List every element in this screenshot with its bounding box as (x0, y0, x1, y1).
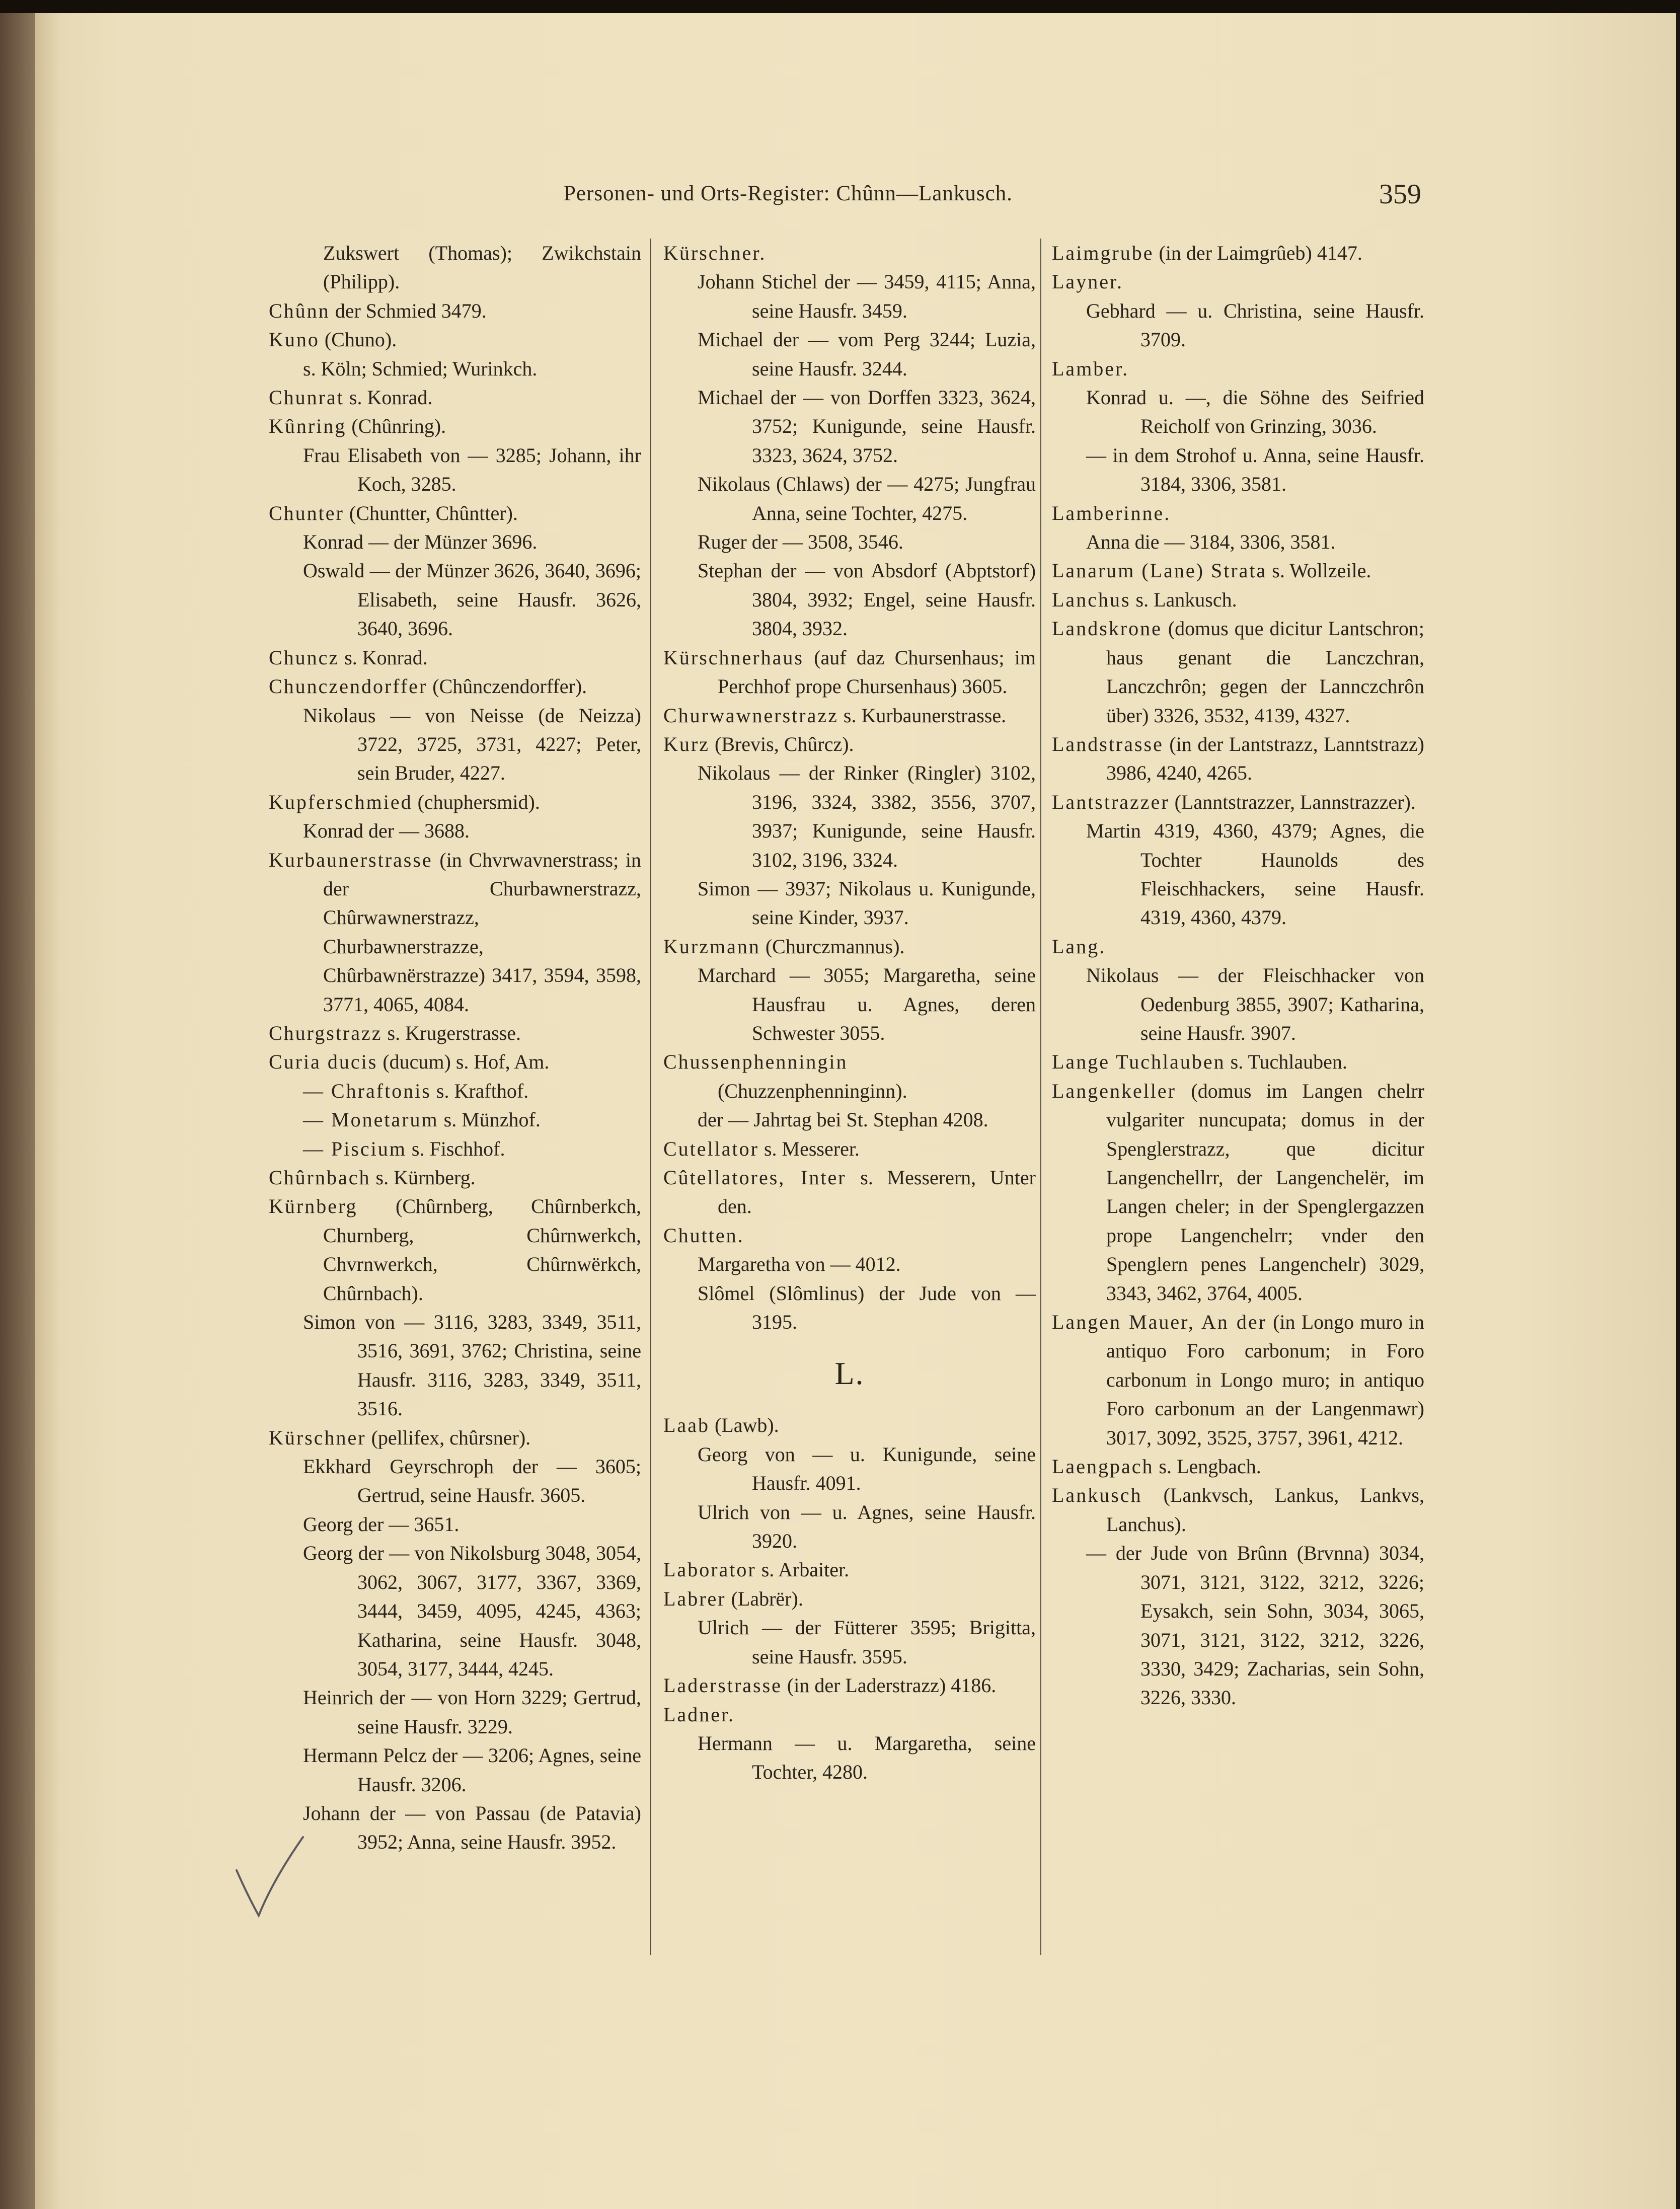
index-subentry (1052, 441, 1424, 499)
index-subentry (269, 1741, 641, 1799)
index-entry-text: s. Lankusch. (1130, 588, 1237, 611)
index-subentry (269, 1452, 641, 1510)
index-entry-text: Konrad u. —, die Söhne des Seifried Reicholf von Grinzing, 3036. (1086, 386, 1424, 438)
index-entry-text: Ulrich — der Fütterer 3595; Brigitta, seine Hausfr. 3595. (698, 1616, 1036, 1668)
index-headword: Curia ducis (269, 1050, 378, 1074)
index-entry (663, 239, 1036, 267)
index-entry-text: (Labrër). (726, 1587, 803, 1610)
index-entry (663, 701, 1036, 730)
index-subentry (269, 1683, 641, 1741)
index-subentry (1052, 383, 1424, 441)
column-3 (1052, 239, 1424, 1712)
index-entry (663, 1221, 1036, 1250)
index-entry-text: Hermann — u. Margaretha, seine Tochter, 4280. (698, 1731, 1036, 1784)
index-entry-text: Martin 4319, 4360, 4379; Agnes, die Tochter Haunolds des Fleischhackers, seine Hausfr. 4319, 4360, 4379. (1086, 819, 1424, 929)
index-subentry (269, 701, 641, 788)
index-headword: Landstrasse (1052, 732, 1164, 755)
index-subentry (663, 1105, 1036, 1134)
running-header (35, 170, 1676, 215)
index-entry-text: Michael der — von Dorffen 3323, 3624, 3752; Kunigunde, seine Hausfr. 3323, 3624, 3752. (698, 386, 1036, 467)
index-headword: Chunter (269, 501, 344, 524)
scan-top-border (0, 0, 1680, 13)
index-entry (1052, 354, 1424, 383)
index-entry-text: s. Kurbaunerstrasse. (838, 704, 1007, 727)
index-entry (269, 383, 641, 412)
index-headword: Chuncz (269, 646, 340, 669)
index-subentry (269, 1799, 641, 1857)
index-entry-text: (in Longo muro in antiquo Foro carbonum; in Foro carbonum in Longo muro; in antiquo Foro carbonum an der Langenmawr) 3017, 3092, 3525, 3757, 3961, 4212. (1106, 1311, 1424, 1449)
index-subentry (1052, 816, 1424, 932)
index-headword: Kürschner. (663, 242, 767, 264)
index-subentry (663, 1250, 1036, 1278)
index-entry (269, 412, 641, 440)
index-entry-text: s. Krugerstrasse. (382, 1021, 521, 1044)
index-entry-text: Georg der — von Nikolsburg 3048, 3054, 3062, 3067, 3177, 3367, 3369, 3444, 3459, 4095, 4245, 4363; Katharina, seine Hausfr. 3048, 3054, 3177, 3444, 4245. (303, 1542, 641, 1680)
index-headword: Lang. (1052, 935, 1106, 958)
index-entry-text: s. Fischhof. (406, 1137, 505, 1160)
index-headword: Laengpach (1052, 1455, 1154, 1478)
index-entry-text: Slômel (Slômlinus) der Jude von — 3195. (698, 1281, 1036, 1334)
index-headword: Lange Tuchlauben (1052, 1050, 1226, 1074)
index-entry-text: (Lankvsch, Lankus, Lankvs, Lanchus). (1106, 1484, 1424, 1536)
index-headword: Kürschner (269, 1426, 366, 1449)
index-subentry (269, 354, 641, 383)
index-entry-text: s. Messerer. (758, 1137, 860, 1160)
index-entry-text: der Schmied 3479. (330, 299, 487, 322)
index-headword: Lamberinne. (1052, 501, 1171, 524)
index-entry (1052, 1077, 1424, 1308)
page-number: 359 (1379, 179, 1421, 210)
index-entry (663, 1584, 1036, 1613)
index-entry (269, 1047, 641, 1076)
index-entry-text: (Chûnczendorffer). (427, 675, 587, 698)
running-title: Personen- und Orts-Register: Chûnn—Lankusch. (564, 182, 1013, 205)
index-entry-text: — der Jude von Brûnn (Brvnna) 3034, 3071, 3121, 3122, 3212, 3226; Eysakch, sein Sohn, 3034, 3065, 3071, 3121, 3122, 3212, 3226, 3330, 3429; Zacharias, sein Sohn, 3226, 3330. (1086, 1542, 1424, 1709)
index-headword: Langenkeller (1052, 1079, 1176, 1102)
index-headword: Laderstrasse (663, 1674, 782, 1697)
index-entry-text: Stephan der — von Absdorf (Abptstorf) 3804, 3932; Engel, seine Hausfr. 3804, 3932. (698, 559, 1036, 640)
index-entry-text: s. Kürnberg. (370, 1166, 476, 1189)
index-entry-text: Konrad — der Münzer 3696. (303, 530, 538, 554)
index-entry-text: Heinrich der — von Horn 3229; Gertrud, seine Hausfr. 3229. (303, 1686, 641, 1738)
index-entry (663, 932, 1036, 961)
index-subentry (663, 556, 1036, 643)
index-headword: Lantstrazzer (1052, 790, 1170, 813)
index-entry-text: Ulrich von — u. Agnes, seine Hausfr. 3920. (698, 1500, 1036, 1553)
index-entry (1052, 788, 1424, 816)
index-entry-text: (in der Laimgrûeb) 4147. (1154, 242, 1362, 264)
index-subentry (269, 1077, 641, 1105)
index-subentry (663, 1498, 1036, 1556)
index-subentry (663, 470, 1036, 527)
index-entry-text: (Chuno). (319, 328, 397, 351)
index-entry-text: Nikolaus — der Fleischhacker von Oedenburg 3855, 3907; Katharina, seine Hausfr. 3907. (1086, 964, 1424, 1044)
index-entry-text: s. Köln; Schmied; Wurinkch. (303, 357, 538, 380)
index-subentry (663, 1729, 1036, 1787)
index-entry (269, 1192, 641, 1308)
index-headword: Kürschnerhaus (663, 646, 804, 669)
index-headword: Churgstrazz (269, 1021, 383, 1044)
index-headword: Kurzmann (663, 935, 760, 958)
index-subentry (1052, 1539, 1424, 1712)
index-entry-text: (in der Lantstrazz, Lanntstrazz) 3986, 4240, 4265. (1106, 732, 1424, 785)
index-entry-text: Hermann Pelcz der — 3206; Agnes, seine Hausfr. 3206. (303, 1744, 641, 1796)
index-entry-text: (Churczmannus). (760, 935, 905, 958)
pencil-check-mark (233, 1835, 308, 1921)
index-headword: — Monetarum (303, 1108, 439, 1131)
column-2 (663, 239, 1036, 1787)
index-entry (269, 672, 641, 701)
index-subentry (269, 527, 641, 556)
index-entry-text: Anna die — 3184, 3306, 3581. (1086, 530, 1336, 554)
index-entry-text: Konrad der — 3688. (303, 819, 470, 843)
index-entry (269, 499, 641, 527)
index-headword: Kupferschmied (269, 790, 413, 813)
index-entry (269, 643, 641, 672)
index-entry (1052, 1047, 1424, 1076)
index-entry-text: Gebhard — u. Christina, seine Hausfr. 3709. (1086, 299, 1424, 351)
index-headword: Lanchus (1052, 588, 1131, 611)
index-subentry (663, 961, 1036, 1047)
index-subentry (269, 239, 641, 296)
index-entry-text: s. Münzhof. (438, 1108, 541, 1131)
index-subentry (269, 441, 641, 499)
index-headword: Cutellator (663, 1137, 759, 1160)
index-subentry (663, 325, 1036, 383)
index-headword: — Chraftonis (303, 1079, 431, 1102)
index-headword: — Piscium (303, 1137, 407, 1160)
index-entry (663, 1411, 1036, 1439)
index-entry-text: Zukswert (Thomas); Zwikchstain (Philipp). (323, 242, 641, 293)
index-subentry (663, 1279, 1036, 1337)
index-subentry (269, 556, 641, 643)
index-entry-text: (in Chvrwavnerstrass; in der Churbawnerstrazz, Chûrwawnerstrazz, Churbawnerstrazze, Chûrbawnërstrazze) 3417, 3594, 3598, 3771, 4065, 4084. (323, 848, 641, 1016)
index-entry-text: Nikolaus (Chlaws) der — 4275; Jungfrau Anna, seine Tochter, 4275. (698, 473, 1036, 524)
index-entry (1052, 556, 1424, 585)
index-subentry (269, 1539, 641, 1683)
index-entry (663, 1671, 1036, 1700)
index-entry-text: Marchard — 3055; Margaretha, seine Hausfrau u. Agnes, deren Schwester 3055. (698, 964, 1036, 1044)
index-entry (269, 1163, 641, 1192)
index-subentry (269, 1105, 641, 1134)
index-headword: Chunczendorffer (269, 675, 428, 698)
index-entry-text: (domus que dicitur Lantschron; haus genant die Lanczchran, Lanczchrôn; gegen der Lannczchrôn über) 3326, 3532, 4139, 4327. (1106, 617, 1424, 727)
index-entry (1052, 932, 1424, 961)
index-entry (663, 643, 1036, 701)
index-subentry (1052, 296, 1424, 354)
index-subentry (663, 267, 1036, 325)
index-entry-text: Johann der — von Passau (de Patavia) 3952; Anna, seine Hausfr. 3952. (303, 1801, 641, 1854)
index-subentry (663, 383, 1036, 470)
index-entry-text: (Chuzzenphenninginn). (718, 1079, 907, 1102)
index-entry (269, 846, 641, 1019)
index-subentry (663, 758, 1036, 874)
index-headword: Kürnberg (269, 1195, 358, 1218)
index-subentry (269, 1308, 641, 1423)
index-subentry (269, 816, 641, 845)
index-entry (663, 1555, 1036, 1584)
index-entry-text: Georg der — 3651. (303, 1512, 460, 1536)
index-entry-text: (in der Laderstrazz) 4186. (782, 1674, 997, 1697)
index-entry-text: s. Krafthof. (431, 1079, 529, 1102)
index-entry-text: Ruger der — 3508, 3546. (698, 530, 903, 554)
index-entry-text: Simon von — 3116, 3283, 3349, 3511, 3516, 3691, 3762; Christina, seine Hausfr. 3116, 3283, 3349, 3511, 3516. (303, 1311, 641, 1420)
index-entry-text: Margaretha von — 4012. (698, 1253, 901, 1276)
index-entry (1052, 585, 1424, 614)
index-entry-text: s. Lengbach. (1154, 1455, 1261, 1478)
index-entry-text: der — Jahrtag bei St. Stephan 4208. (698, 1108, 988, 1131)
index-headword: Chutten. (663, 1224, 744, 1247)
index-entry-text: s. Tuchlauben. (1225, 1050, 1347, 1074)
index-entry-text: (domus im Langen chelrr vulgariter nuncupata; domus in der Spenglerstrazz, que dicitur Langenchellrr, der Langenchelër, im Langen cheler; in der Spenglergazzen prope Langenchelrr; vnder den Spenglern penes Langenchelr) 3029, 3343, 3462, 3764, 4005. (1106, 1079, 1424, 1305)
index-subentry (663, 527, 1036, 556)
index-subentry (663, 1440, 1036, 1498)
index-entry-text: (ducum) s. Hof, Am. (377, 1050, 550, 1074)
index-entry-text: (Brevis, Chûrcz). (709, 732, 854, 755)
index-headword: Laborator (663, 1558, 756, 1581)
index-entry (663, 1700, 1036, 1729)
index-entry-text: Simon — 3937; Nikolaus u. Kunigunde, seine Kinder, 3937. (698, 877, 1036, 929)
index-subentry (1052, 527, 1424, 556)
column-rule (1040, 239, 1041, 1955)
index-entry (1052, 267, 1424, 296)
index-entry-text: (Lawb). (709, 1414, 779, 1437)
index-entry-text: Frau Elisabeth von — 3285; Johann, ihr Koch, 3285. (303, 443, 641, 496)
index-entry-text: (Chûrnberg, Chûrnberkch, Churnberg, Chûrnwerkch, Chvrnwerkch, Chûrnwërkch, Chûrnbach). (323, 1195, 641, 1305)
index-entry-text: (chuphersmid). (412, 790, 540, 813)
column-1 (269, 239, 641, 1857)
index-subentry (1052, 961, 1424, 1047)
index-entry-text: (Lanntstrazzer, Lannstrazzer). (1169, 790, 1416, 813)
index-entry (1052, 1481, 1424, 1539)
index-entry-text: Georg von — u. Kunigunde, seine Hausfr. 4091. (698, 1442, 1036, 1495)
index-entry-text: s. Konrad. (344, 386, 433, 409)
book-spine (0, 13, 35, 2209)
index-entry (663, 1134, 1036, 1163)
index-entry-text: (Chûnring). (346, 415, 446, 438)
index-entry-text: s. Konrad. (339, 646, 428, 669)
index-entry (269, 325, 641, 354)
index-headword: Laab (663, 1414, 710, 1437)
index-entry-text: (pellifex, chûrsner). (366, 1426, 531, 1449)
book-page (35, 13, 1676, 2209)
index-subentry (663, 1613, 1036, 1671)
index-headword: Laimgrube (1052, 242, 1154, 264)
index-entry-text: Nikolaus — der Rinker (Ringler) 3102, 3196, 3324, 3382, 3556, 3707, 3937; Kunigunde, seine Hausfr. 3102, 3196, 3324. (698, 761, 1036, 871)
index-subentry (663, 874, 1036, 932)
index-entry (1052, 239, 1424, 267)
index-entry-text: — in dem Strohof u. Anna, seine Hausfr. 3184, 3306, 3581. (1086, 443, 1424, 496)
index-entry-text: s. Messerern, Unter den. (718, 1166, 1036, 1218)
index-entry (269, 788, 641, 816)
index-entry (1052, 499, 1424, 527)
index-entry-text: s. Wollzeile. (1267, 559, 1371, 582)
index-entry-text: (Chuntter, Chûntter). (344, 501, 518, 524)
index-entry (663, 1163, 1036, 1221)
index-headword: Langen Mauer, An der (1052, 1311, 1267, 1334)
index-entry (269, 296, 641, 325)
index-entry (269, 1019, 641, 1047)
index-entry-text: (auf daz Chursenhaus; im Perchhof prope Chursenhaus) 3605. (718, 646, 1036, 698)
index-headword: Kûnring (269, 415, 347, 438)
index-entry-text: Ekkhard Geyrschroph der — 3605; Gertrud, seine Hausfr. 3605. (303, 1455, 641, 1507)
index-entry (663, 730, 1036, 758)
index-headword: Ladner. (663, 1703, 735, 1726)
index-headword: Kuno (269, 328, 320, 351)
index-headword: Lankusch (1052, 1484, 1142, 1507)
index-entry (1052, 614, 1424, 730)
index-headword: Layner. (1052, 270, 1124, 293)
index-headword: Chûrnbach (269, 1166, 371, 1189)
index-entry-text: s. Arbaiter. (756, 1558, 850, 1581)
index-headword: Lanarum (Lane) Strata (1052, 559, 1267, 582)
index-headword: Cûtellatores, Inter (663, 1166, 847, 1189)
index-headword: Landskrone (1052, 617, 1162, 640)
index-subentry (269, 1510, 641, 1539)
index-headword: Lamber. (1052, 357, 1129, 380)
index-subentry (269, 1134, 641, 1163)
index-headword: Chûnn (269, 299, 330, 322)
column-rule (650, 239, 651, 1955)
index-entry (663, 1047, 1036, 1105)
index-headword: Kurbaunerstrasse (269, 848, 433, 871)
index-entry-text: Michael der — vom Perg 3244; Luzia, seine Hausfr. 3244. (698, 328, 1036, 380)
index-entry-text: Johann Stichel der — 3459, 4115; Anna, seine Hausfr. 3459. (698, 270, 1036, 322)
index-headword: Chunrat (269, 386, 344, 409)
index-entry (1052, 1308, 1424, 1452)
index-entry-text: Oswald — der Münzer 3626, 3640, 3696; Elisabeth, seine Hausfr. 3626, 3640, 3696. (303, 559, 641, 640)
index-headword: Kurz (663, 732, 710, 755)
index-entry (1052, 730, 1424, 788)
index-headword: Chussenphenningin (663, 1050, 848, 1074)
index-entry (269, 1423, 641, 1452)
index-headword: Labrer (663, 1587, 726, 1610)
section-letter: L. (834, 1355, 865, 1392)
index-entry (1052, 1452, 1424, 1481)
index-entry-text: Nikolaus — von Neisse (de Neizza) 3722, 3725, 3731, 4227; Peter, sein Bruder, 4227. (303, 704, 641, 785)
index-headword: Churwawnerstrazz (663, 704, 838, 727)
